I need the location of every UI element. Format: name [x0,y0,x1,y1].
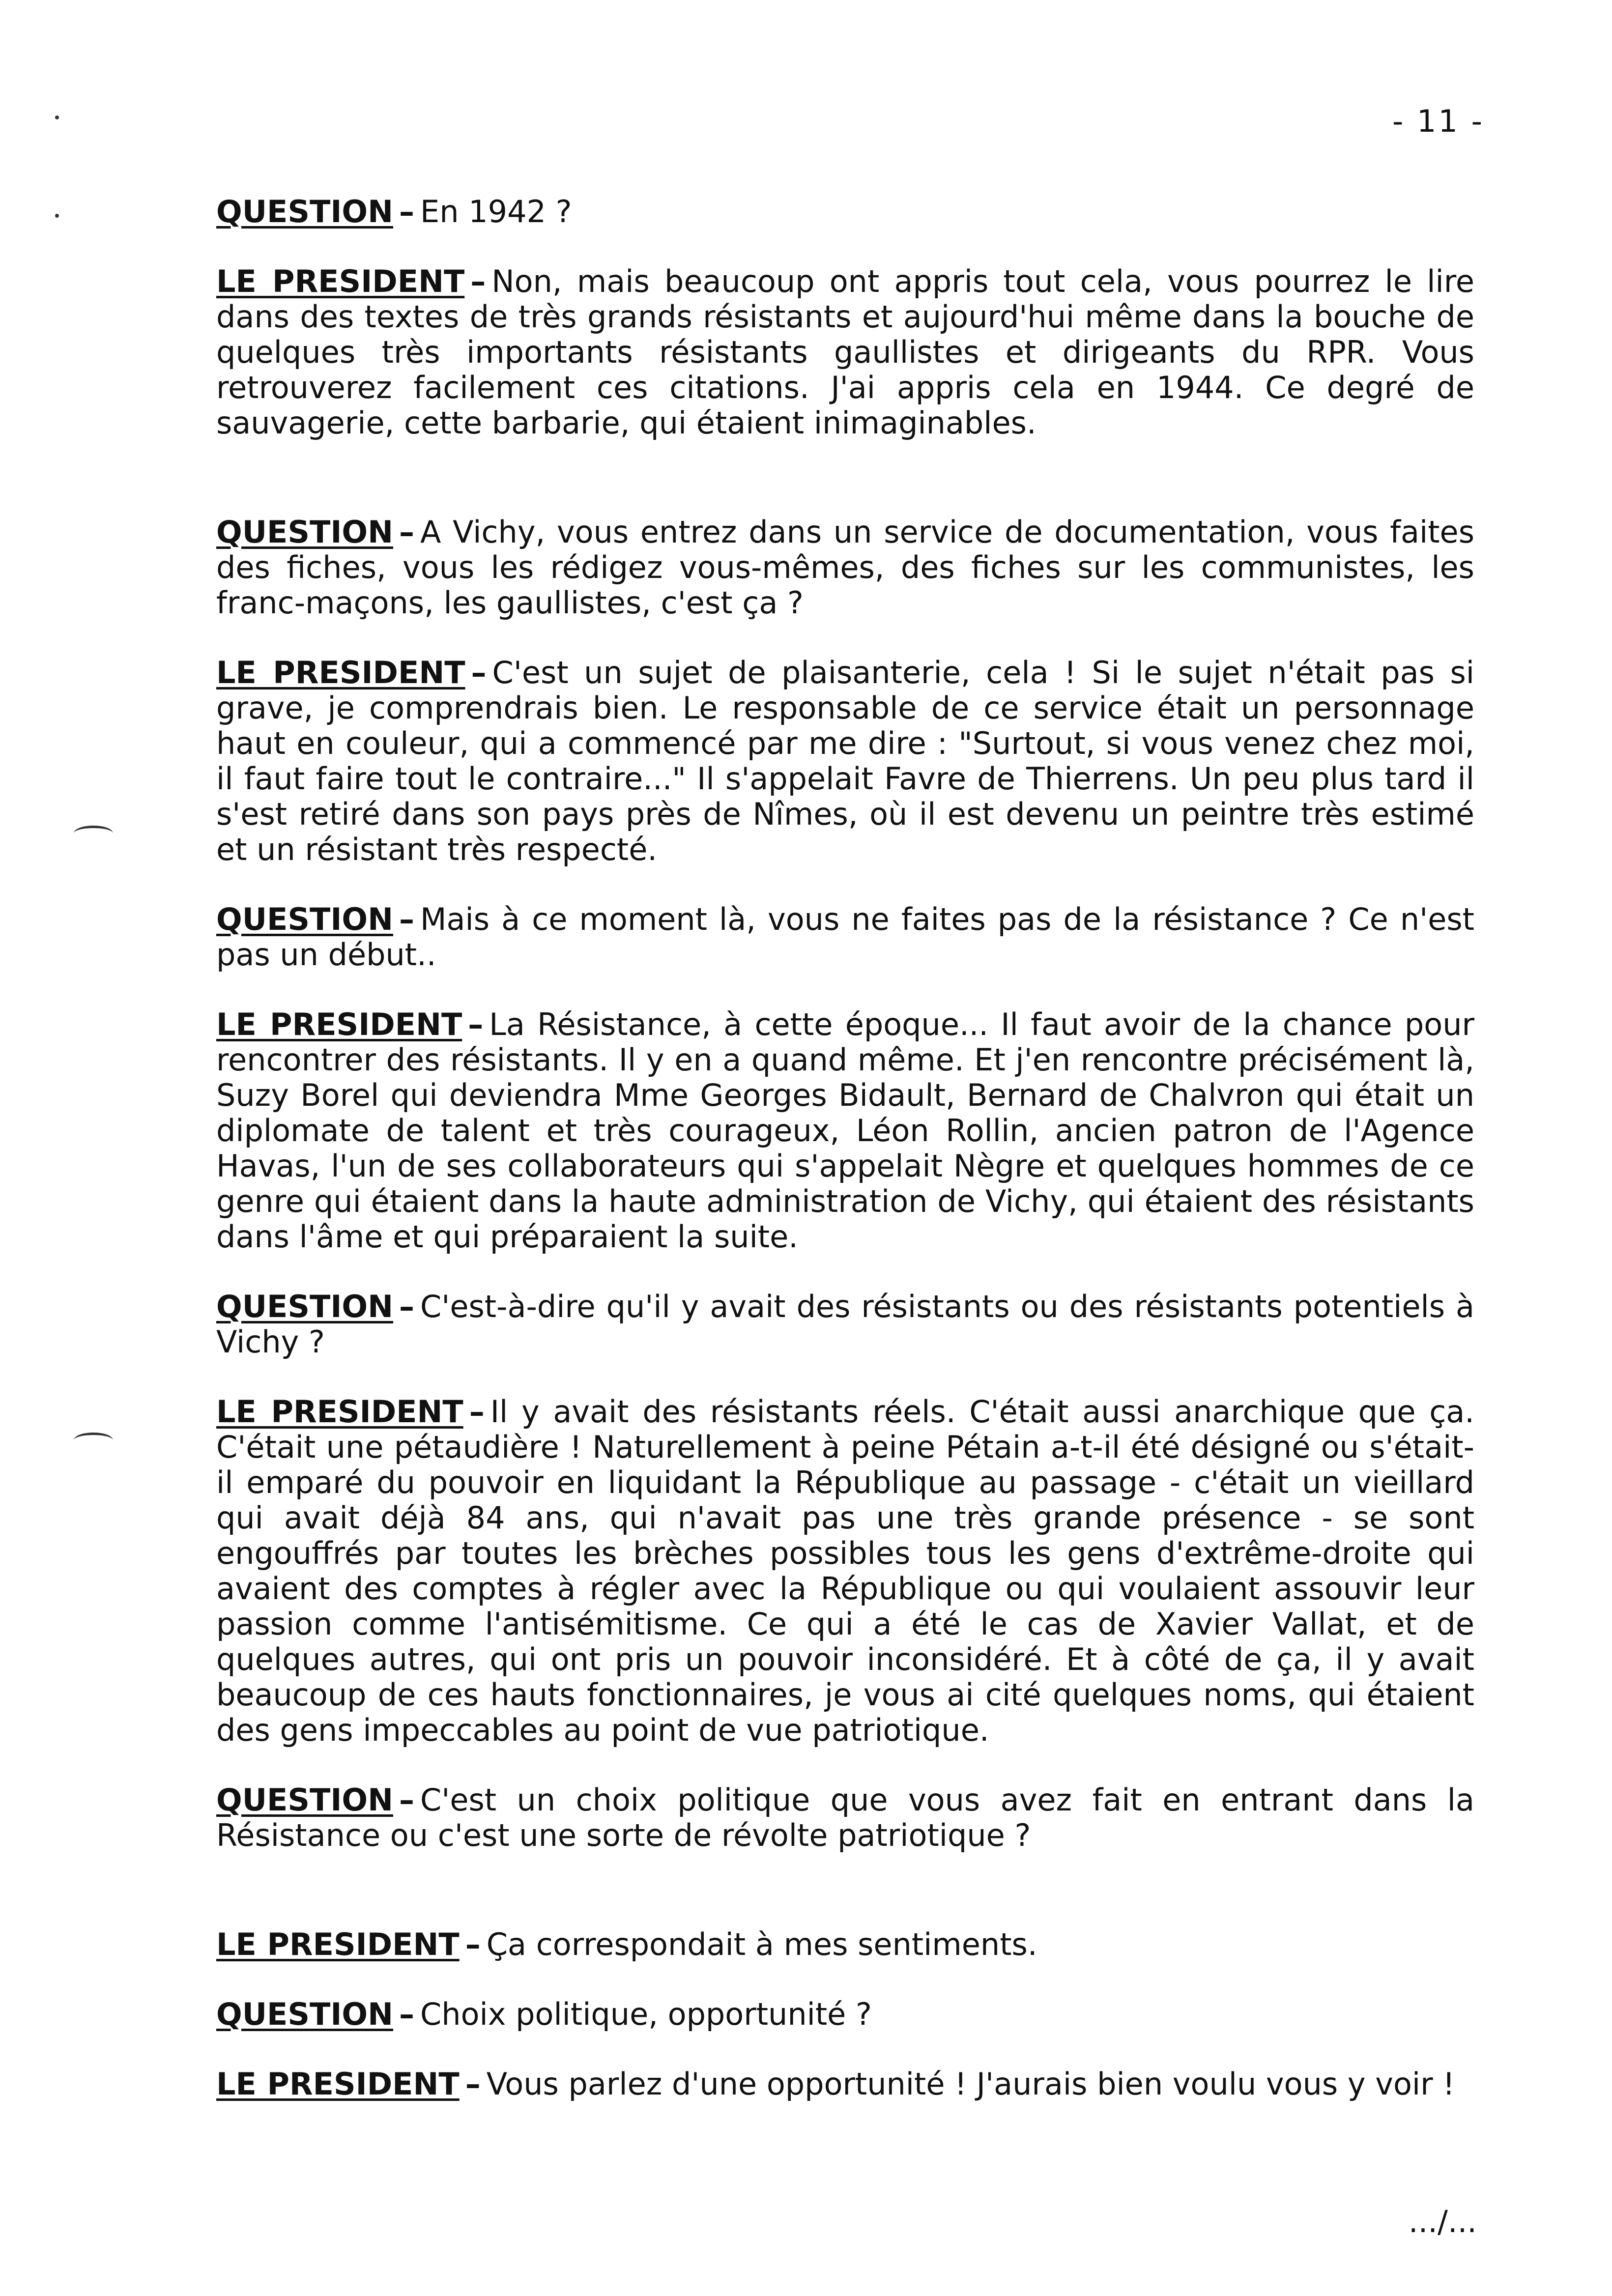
margin-mark [74,1433,113,1448]
speaker-label: LE PRESIDENT [216,1006,462,1042]
transcript-entry: QUESTION – Choix politique, opportunité ? [216,1996,872,2032]
transcript-entry: QUESTION – C'est-à-dire qu'il y avait des résistants ou des résistants potentiels à Vichy ? [216,1289,1474,1360]
entry-text: En 1942 ? [420,194,572,230]
transcript-entry: QUESTION – A Vichy, vous entrez dans un service de documentation, vous faites des fiches, vous les rédigez vous-mêmes, des fiches sur les communistes, les franc-maçons, les gaullistes, c'est ça ? [216,514,1474,621]
speaker-label: QUESTION [216,1289,394,1324]
speaker-label: QUESTION [216,1782,394,1818]
entry-text: C'est-à-dire qu'il y avait des résistants ou des résistants potentiels à Vichy ? [216,1289,1474,1360]
transcript [216,194,1474,2102]
transcript-entry: QUESTION – C'est un choix politique que vous avez fait en entrant dans la Résistance ou c'est une sorte de révolte patriotique ? [216,1782,1474,1853]
entry-text: A Vichy, vous entrez dans un service de documentation, vous faites des fiches, vous les rédigez vous-mêmes, des fiches sur les communistes, les franc-maçons, les gaullistes, c'est ça ? [216,514,1474,621]
transcript-entry: LE PRESIDENT – Ça correspondait à mes sentiments. [216,1926,1037,1962]
entry-text: Il y avait des résistants réels. C'était aussi anarchique que ça. C'était une pétaudière ! Naturellement à peine Pétain a-t-il été désigné ou s'était-il emparé du pouvoir en liquidant la République au passage - c'était un vieillard qui avait déjà 84 ans, qui n'avait pas une très grande présence - se sont engouffrés par toutes les brèches possibles tous les gens d'extrême-droite qui avaient des comptes à régler avec la République ou qui voulaient assouvir leur passion comme l'antisémitisme. Ce qui a été le cas de Xavier Vallat, et de quelques autres, qui ont pris un pouvoir inconsidéré. Et à côté de ça, il y avait beaucoup de ces hauts fonctionnaires, je vous ai cité quelques noms, qui étaient des gens impeccables au point de vue patriotique. [216,1394,1474,1748]
entry-text: Vous parlez d'une opportunité ! J'aurais bien voulu vous y voir ! [486,2066,1455,2102]
transcript-entry: LE PRESIDENT – C'est un sujet de plaisanterie, cela ! Si le sujet n'était pas si grave, je comprendrais bien. Le responsable de ce service était un personnage haut en couleur, qui a commencé par me dire : "Surtout, si vous venez chez moi, il faut faire tout le contraire..." Il s'appelait Favre de Thierrens. Un peu plus tard il s'est retiré dans son pays près de Nîmes, où il est devenu un peintre très estimé et un résistant très respecté. [216,655,1474,867]
transcript-entry: LE PRESIDENT – La Résistance, à cette époque... Il faut avoir de la chance pour rencontrer des résistants. Il y en a quand même. Et j'en rencontre précisément là, Suzy Borel qui deviendra Mme Georges Bidault, Bernard de Chalvron qui était un diplomate de talent et très courageux, Léon Rollin, ancien patron de l'Agence Havas, l'un de ses collaborateurs qui s'appelait Nègre et quelques hommes de ce genre qui étaient dans la haute administration de Vichy, qui étaient des résistants dans l'âme et qui préparaient la suite. [216,1006,1475,1255]
speaker-label: QUESTION [216,514,394,550]
transcript-entry: QUESTION – Mais à ce moment là, vous ne faites pas de la résistance ? Ce n'est pas un début.. [216,901,1474,973]
entry-text: C'est un sujet de plaisanterie, cela ! Si le sujet n'était pas si grave, je comprendrais bien. Le responsable de ce service était un personnage haut en couleur, qui a commencé par me dire : "Surtout, si vous venez chez moi, il faut faire tout le contraire..." Il s'appelait Favre de Thierrens. Un peu plus tard il s'est retiré dans son pays près de Nîmes, où il est devenu un peintre très estimé et un résistant très respecté. [216,655,1474,867]
entry-text: La Résistance, à cette époque... Il faut avoir de la chance pour rencontrer des résistants. Il y en a quand même. Et j'en rencontre précisément là, Suzy Borel qui deviendra Mme Georges Bidault, Bernard de Chalvron qui était un diplomate de talent et très courageux, Léon Rollin, ancien patron de l'Agence Havas, l'un de ses collaborateurs qui s'appelait Nègre et quelques hommes de ce genre qui étaient dans la haute administration de Vichy, qui étaient des résistants dans l'âme et qui préparaient la suite. [216,1006,1475,1255]
speaker-label: LE PRESIDENT [216,2066,460,2102]
page-number: - 11 - [1392,103,1484,139]
speaker-label: LE PRESIDENT [216,1394,463,1430]
speaker-label: QUESTION [216,1996,394,2032]
scan-speck [55,115,59,119]
speaker-label: LE PRESIDENT [216,1926,460,1962]
scan-speck [55,214,59,218]
speaker-label: QUESTION [216,901,394,937]
transcript-entry: LE PRESIDENT – Non, mais beaucoup ont appris tout cela, vous pourrez le lire dans des textes de très grands résistants et aujourd'hui même dans la bouche de quelques très importants résistants gaullistes et dirigeants du RPR. Vous retrouverez facilement ces citations. J'ai appris cela en 1944. Ce degré de sauvagerie, cette barbarie, qui étaient inimaginables. [216,263,1474,441]
entry-text: Choix politique, opportunité ? [420,1996,872,2032]
continuation-marker: .../... [1408,2204,1477,2239]
entry-text: Non, mais beaucoup ont appris tout cela, vous pourrez le lire dans des textes de très grands résistants et aujourd'hui même dans la bouche de quelques très importants résistants gaullistes et dirigeants du RPR. Vous retrouverez facilement ces citations. J'ai appris cela en 1944. Ce degré de sauvagerie, cette barbarie, qui étaient inimaginables. [216,263,1474,441]
margin-mark [74,826,113,841]
transcript-entry: LE PRESIDENT – Vous parlez d'une opportunité ! J'aurais bien voulu vous y voir ! [216,2066,1455,2102]
entry-text: C'est un choix politique que vous avez fait en entrant dans la Résistance ou c'est une sorte de révolte patriotique ? [216,1782,1474,1853]
speaker-label: QUESTION [216,194,394,230]
entry-text: Mais à ce moment là, vous ne faites pas de la résistance ? Ce n'est pas un début.. [216,901,1474,973]
transcript-entry: QUESTION – En 1942 ? [216,194,572,230]
transcript-entry: LE PRESIDENT – Il y avait des résistants réels. C'était aussi anarchique que ça. C'était une pétaudière ! Naturellement à peine Pétain a-t-il été désigné ou s'était-il emparé du pouvoir en liquidant la République au passage - c'était un vieillard qui avait déjà 84 ans, qui n'avait pas une très grande présence - se sont engouffrés par toutes les brèches possibles tous les gens d'extrême-droite qui avaient des comptes à régler avec la République ou qui voulaient assouvir leur passion comme l'antisémitisme. Ce qui a été le cas de Xavier Vallat, et de quelques autres, qui ont pris un pouvoir inconsidéré. Et à côté de ça, il y avait beaucoup de ces hauts fonctionnaires, je vous ai cité quelques noms, qui étaient des gens impeccables au point de vue patriotique. [216,1394,1474,1748]
speaker-label: LE PRESIDENT [216,655,465,690]
entry-text: Ça correspondait à mes sentiments. [486,1926,1037,1962]
speaker-label: LE PRESIDENT [216,263,465,299]
